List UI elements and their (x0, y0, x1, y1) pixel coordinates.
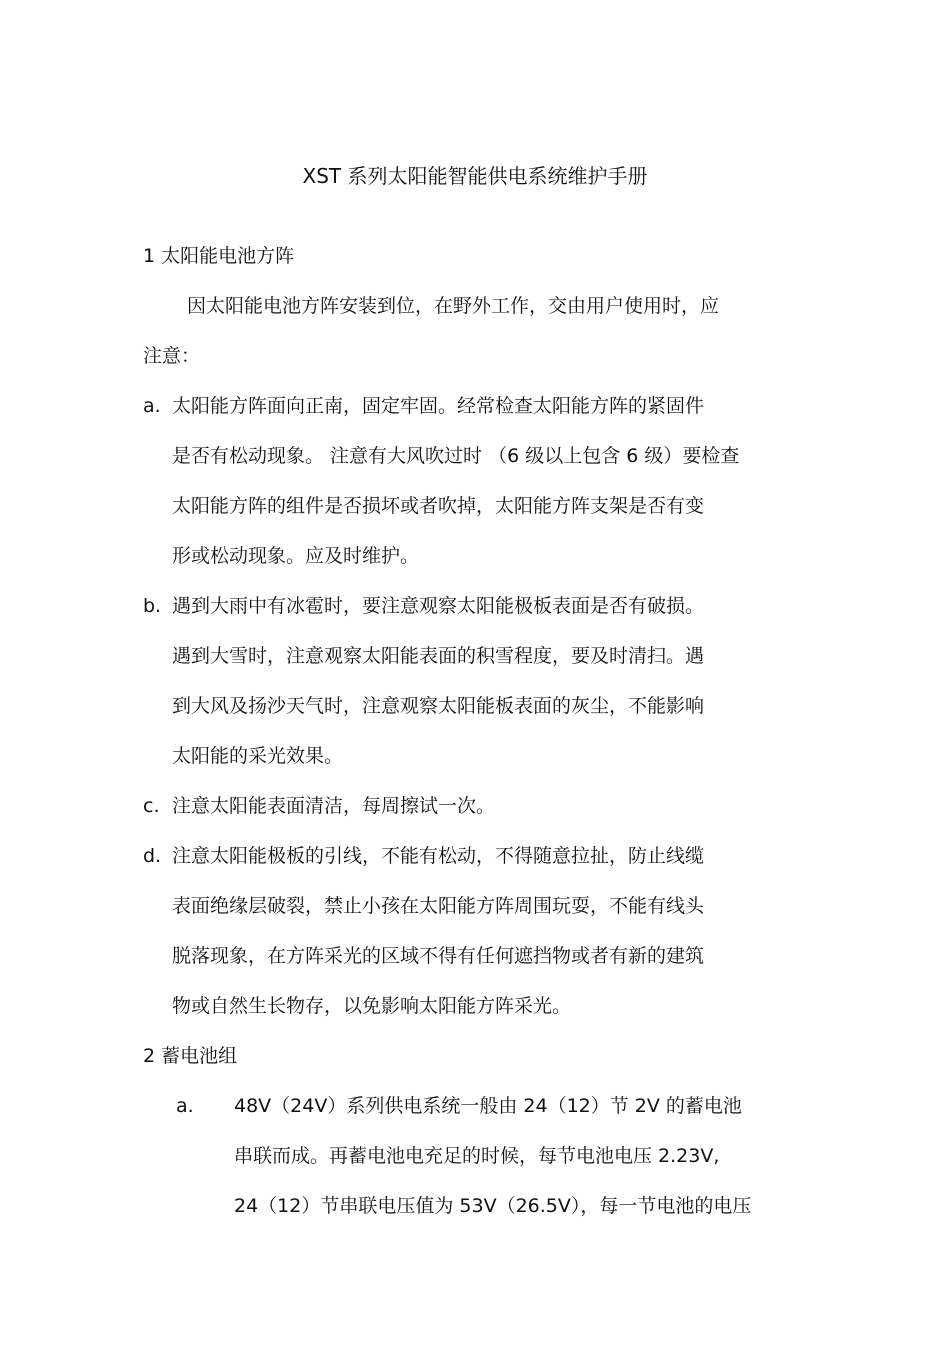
item-a-line-3: 太阳能方阵的组件是否损坏或者吹掉，太阳能方阵支架是否有变 (172, 495, 705, 517)
section-2-heading: 2 蓄电池组 (143, 1045, 238, 1067)
section-2-item-a-line-3: 24（12）节串联电压值为 53V（26.5V），每一节电池的电压 (234, 1195, 752, 1217)
item-a-line-2: 是否有松动现象。 注意有大风吹过时 （6 级以上包含 6 级）要检查 (172, 445, 740, 467)
item-a-line-4: 形或松动现象。应及时维护。 (172, 545, 420, 567)
item-b-line-1: 遇到大雨中有冰雹时，要注意观察太阳能极板表面是否有破损。 (172, 595, 705, 617)
list-marker-c: c. (143, 795, 160, 817)
item-a-line-1: 太阳能方阵面向正南，固定牢固。经常检查太阳能方阵的紧固件 (172, 395, 705, 417)
document-title: XST 系列太阳能智能供电系统维护手册 (302, 164, 648, 188)
section-2-item-a-line-2: 串联而成。再蓄电池电充足的时候，每节电池电压 2.23V, (234, 1145, 720, 1167)
section-1-intro-line-1: 因太阳能电池方阵安装到位，在野外工作，交由用户使用时，应 (187, 295, 720, 317)
list-marker-b: b. (143, 595, 162, 617)
item-b-line-2: 遇到大雪时，注意观察太阳能表面的积雪程度，要及时清扫。遇 (172, 645, 705, 667)
item-d-line-1: 注意太阳能极板的引线，不能有松动，不得随意拉扯，防止线缆 (172, 845, 705, 867)
section-2-item-a-line-1: 48V（24V）系列供电系统一般由 24（12）节 2V 的蓄电池 (234, 1095, 742, 1117)
list-marker-d: d. (143, 845, 162, 867)
item-d-line-3: 脱落现象，在方阵采光的区域不得有任何遮挡物或者有新的建筑 (172, 945, 705, 967)
list-marker-a: a. (143, 395, 161, 417)
item-c-line-1: 注意太阳能表面清洁，每周擦试一次。 (172, 795, 496, 817)
item-d-line-4: 物或自然生长物存，以免影响太阳能方阵采光。 (172, 995, 572, 1017)
item-d-line-2: 表面绝缘层破裂，禁止小孩在太阳能方阵周围玩耍，不能有线头 (172, 895, 705, 917)
section-1-intro-line-2: 注意： (143, 345, 201, 367)
item-b-line-4: 太阳能的采光效果。 (172, 745, 344, 767)
section-2-list-marker-a: a. (176, 1095, 194, 1117)
section-1-heading: 1 太阳能电池方阵 (143, 245, 295, 267)
item-b-line-3: 到大风及扬沙天气时，注意观察太阳能板表面的灰尘，不能影响 (172, 695, 705, 717)
